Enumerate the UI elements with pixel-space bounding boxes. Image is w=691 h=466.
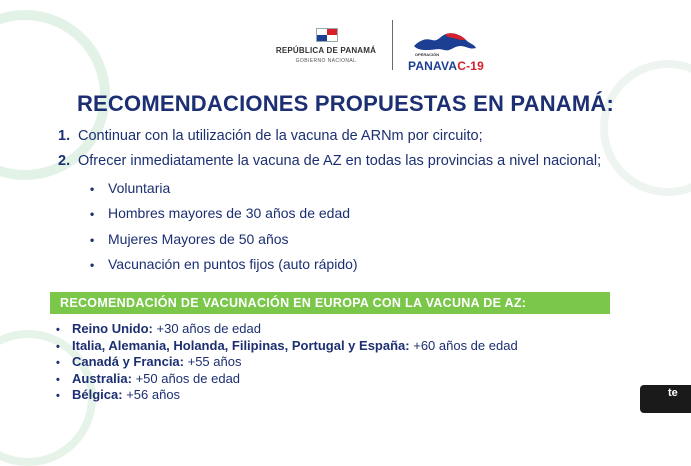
item-text: Continuar con la utilización de la vacuna de ARNm por circuito; [78,128,483,144]
numbered-item [58,128,483,144]
header-divider [392,20,393,70]
bullet-item: • Voluntaria [90,180,171,196]
bullet-item: • Mujeres Mayores de 50 años [90,231,289,247]
page-title: RECOMENDACIONES PROPUESTAS EN PANAMÁ: [76,91,615,116]
europe-recommendation-list [56,321,518,404]
bullet-icon: • [56,390,60,402]
government-subtitle: GOBIERNO NACIONAL [295,58,357,64]
header [0,0,691,80]
bullet-icon: • [56,357,60,369]
panama-flag-icon [316,28,338,42]
bullet-icon: • [90,258,95,272]
government-title: REPÚBLICA DE PANAMÁ [275,46,377,55]
item-number: 1. [58,128,71,144]
item-text: Ofrecer inmediatamente la vacuna de AZ en todas las provincias a nivel nacional; [78,153,602,169]
bullet-item: • Hombres mayores de 30 años de edad [90,205,351,221]
broadcaster-logo-text: te [668,387,678,399]
bullet-icon: • [56,373,60,386]
bullet-icon: • [56,340,60,353]
numbered-item [58,153,601,169]
list-item: • Australia: +50 años de edad [56,370,241,386]
bullet-icon: • [90,207,95,221]
europe-heading-banner: RECOMENDACIÓN DE VACUNACIÓN EN EUROPA CON LA VACUNA DE AZ: [50,292,610,314]
broadcaster-logo [640,385,691,413]
decorative-virus-circle [600,60,691,196]
item-number: 2. [58,153,71,169]
list-item: • Italia, Alemania, Holanda, Filipinas, Portugal y España: +60 años de edad [56,337,518,353]
list-item: • Canadá y Francia: +55 años [56,354,242,369]
list-item: • Reino Unido: +30 años de edad [56,321,261,336]
bullet-icon: • [56,324,60,336]
operation-name: PANAVAC-19 [408,59,485,73]
bullet-icon: • [90,182,95,196]
bullet-icon: • [90,233,95,247]
bullet-item: • Vacunación en puntos fijos (auto rápido) [90,256,358,272]
list-item: • Bélgica: +56 años [56,387,181,402]
operation-label: OPERACIÓN [414,52,440,57]
